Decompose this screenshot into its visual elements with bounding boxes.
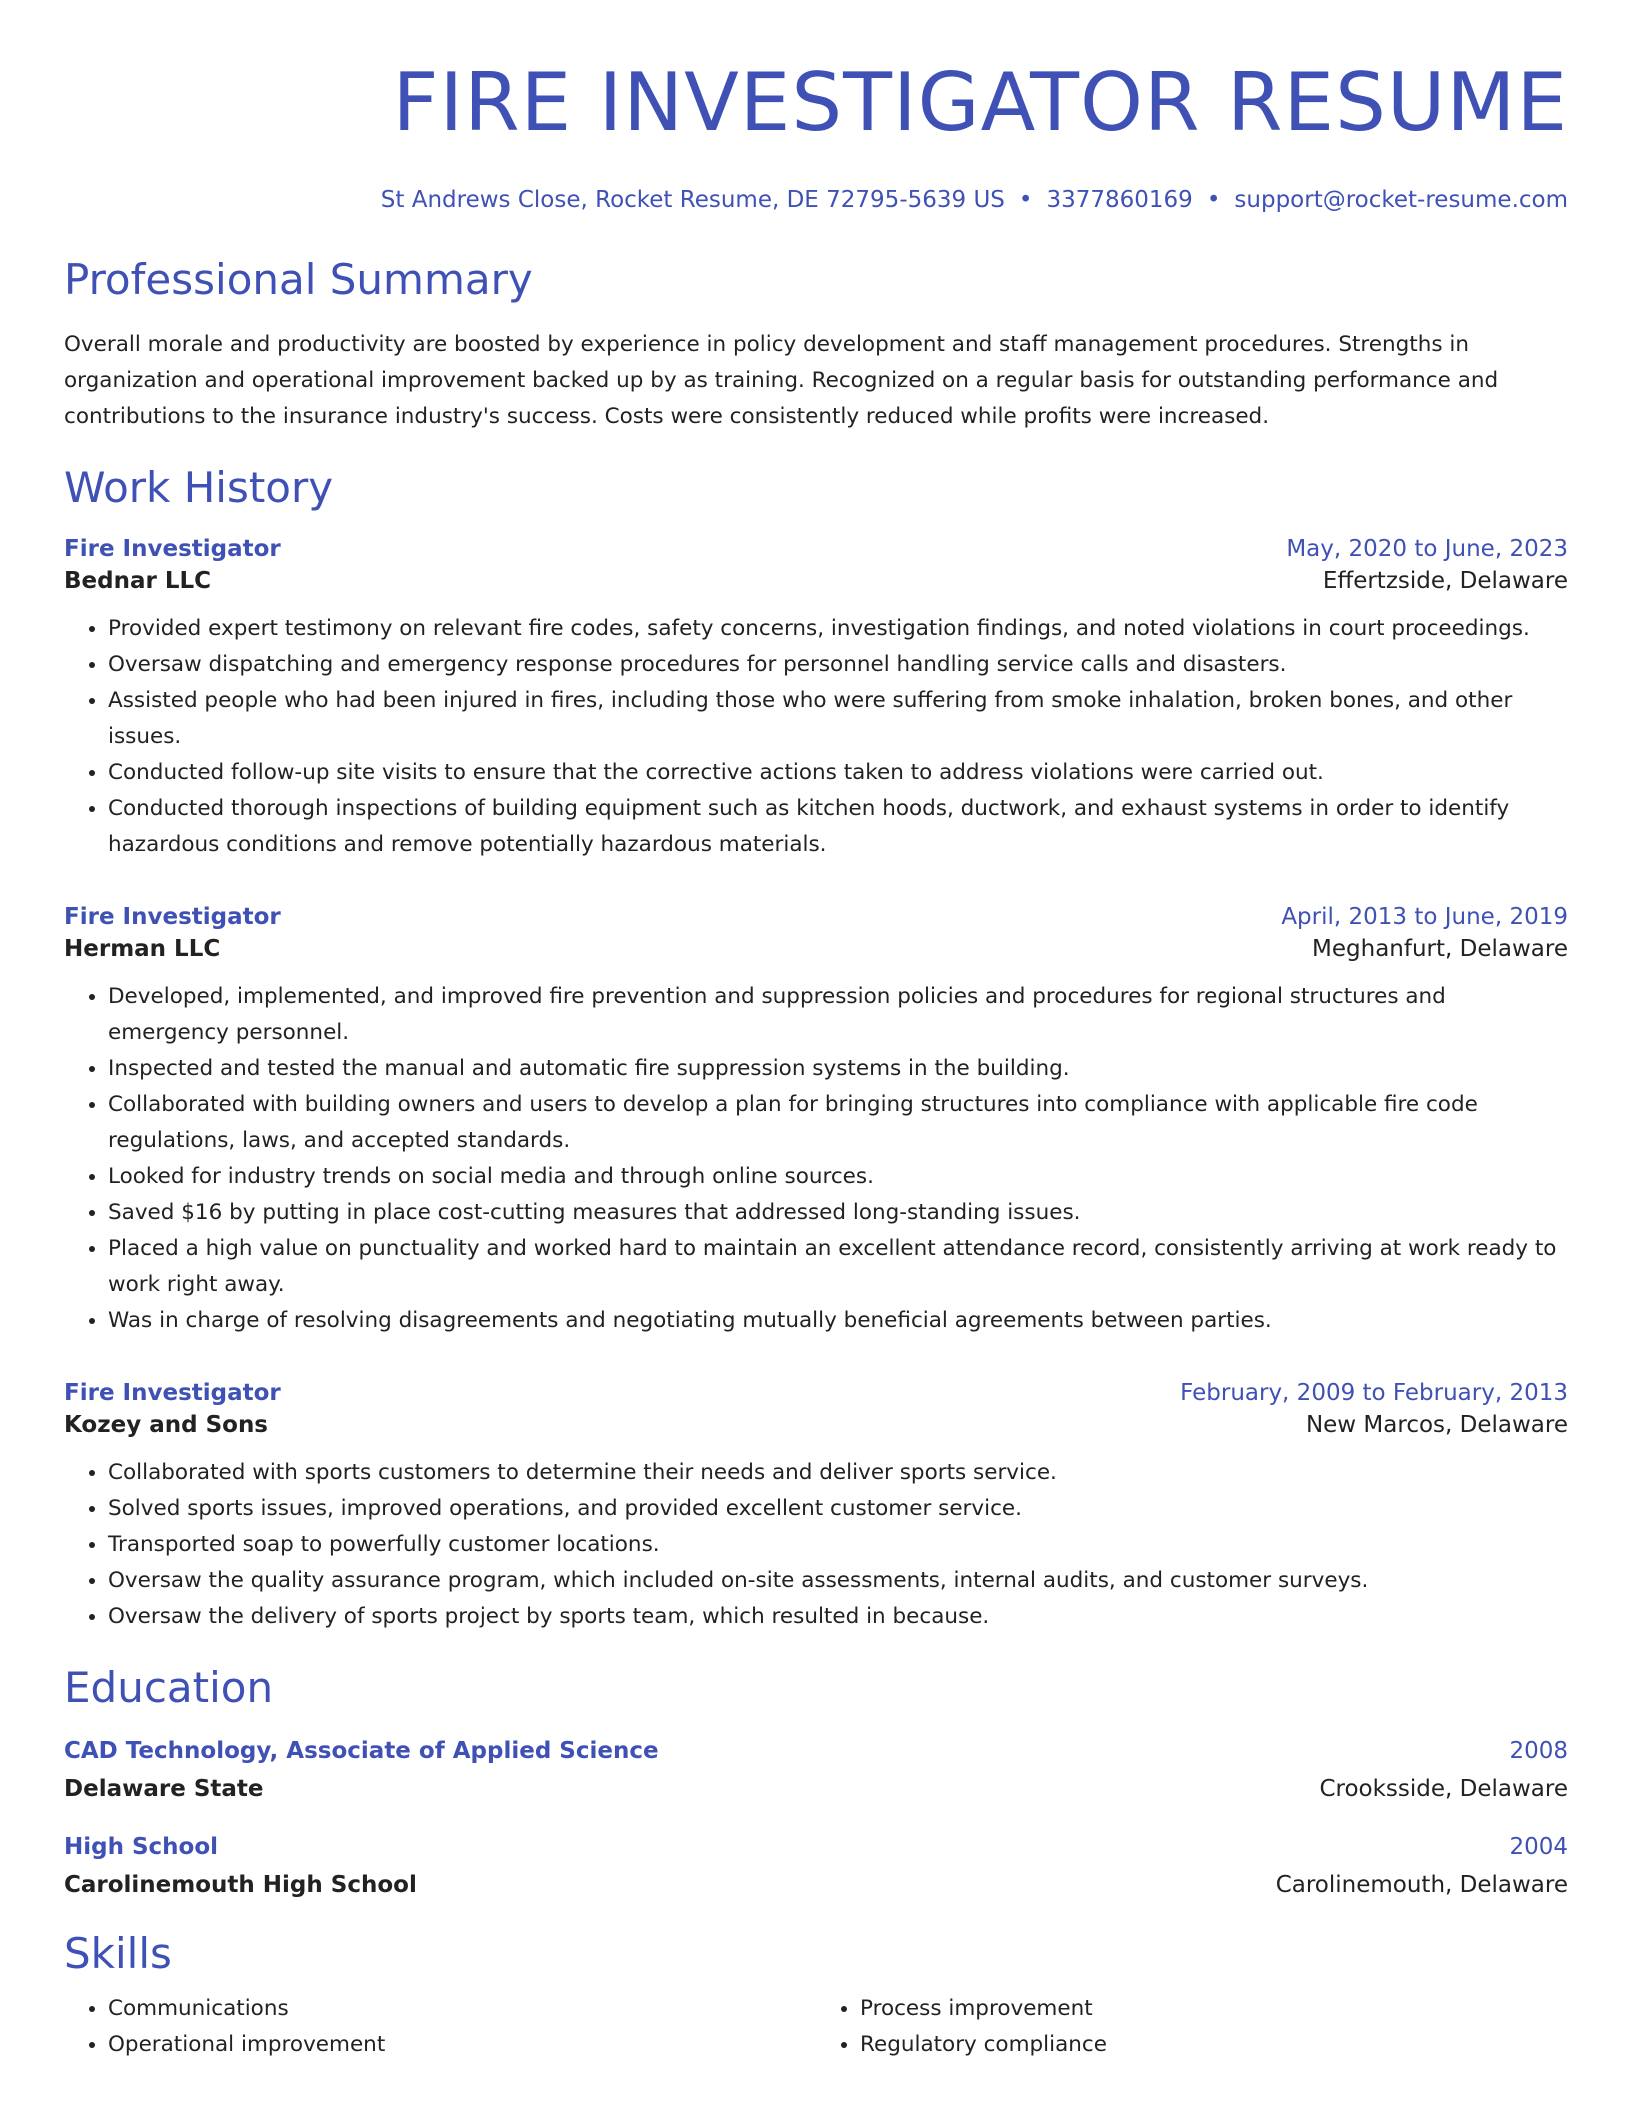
education-header [64,1831,1568,1863]
list-item: • Oversaw dispatching and emergency response procedures for personnel handling service calls and disasters. [108,647,1568,683]
job-dates: February, 2009 to February, 2013 [1180,1380,1568,1406]
education-degree: CAD Technology, Associate of Applied Science [64,1738,659,1764]
list-item: • Assisted people who had been injured in fires, including those who were suffering from smoke inhalation, broken bones, and other issues. [108,683,1568,755]
section-title-work-history: Work History [64,463,334,512]
education-subheader [64,1869,1568,1901]
list-item: • Placed a high value on punctuality and worked hard to maintain an excellent attendance record, consistently arriving at work ready to work right away. [108,1231,1568,1303]
skill-item: • Operational improvement [108,2027,816,2063]
education-header [64,1735,1568,1767]
skills-column-right [816,1991,1568,2063]
list-item: • Solved sports issues, improved operations, and provided excellent customer service. [108,1491,1568,1527]
list-item: • Saved $16 by putting in place cost-cutting measures that addressed long-standing issues. [108,1195,1568,1231]
skill-item: • Communications [108,1991,816,2027]
education-year: 2004 [1509,1834,1568,1860]
job-bullets [64,979,1568,1339]
job-header [64,533,1568,565]
education-degree: High School [64,1834,219,1860]
education-year: 2008 [1509,1738,1568,1764]
list-item: • Collaborated with building owners and users to develop a plan for bringing structures into compliance with applicable fire code regulations, laws, and accepted standards. [108,1087,1568,1159]
summary-text: Overall morale and productivity are boosted by experience in policy development and staff management procedures. Strengths in organization and operational improvement backed up by as training. Recognized on a regular basis for outstanding performance and contributions to the insurance industry's success. Costs were consistently reduced while profits were increased. [64,332,1499,429]
job-header [64,1377,1568,1409]
contact-separator: • [1018,187,1033,213]
skill-item: • Process improvement [860,1991,1568,2027]
education-location: Crooksside, Delaware [1319,1776,1568,1802]
list-item: • Conducted thorough inspections of building equipment such as kitchen hoods, ductwork, and exhaust systems in order to identify hazardous conditions and remove potentially hazardous materials. [108,791,1568,863]
education-entry [64,1735,1568,1805]
list-item: • Oversaw the delivery of sports project by sports team, which resulted in because. [108,1599,1568,1635]
contact-phone: 3377860169 [1046,187,1193,213]
job-dates: April, 2013 to June, 2019 [1281,904,1568,930]
job-entry [64,533,1568,863]
job-entry [64,901,1568,1339]
job-location: New Marcos, Delaware [1305,1412,1568,1438]
list-item: • Transported soap to powerfully customer locations. [108,1527,1568,1563]
list-item: • Collaborated with sports customers to determine their needs and deliver sports service. [108,1455,1568,1491]
education-location: Carolinemouth, Delaware [1275,1872,1568,1898]
list-item: • Conducted follow-up site visits to ensure that the corrective actions taken to address violations were carried out. [108,755,1568,791]
job-entry [64,1377,1568,1635]
section-title-education: Education [64,1663,274,1712]
skills-list [64,1991,1568,2063]
job-company: Kozey and Sons [64,1412,269,1438]
education-subheader [64,1773,1568,1805]
list-item: • Was in charge of resolving disagreements and negotiating mutually beneficial agreements between parties. [108,1303,1568,1339]
skills-column-left [64,1991,816,2063]
list-item: • Provided expert testimony on relevant fire codes, safety concerns, investigation findings, and noted violations in court proceedings. [108,611,1568,647]
contact-line [64,185,1568,215]
job-location: Effertzside, Delaware [1322,568,1568,594]
education-school: Delaware State [64,1776,264,1802]
contact-email[interactable]: support@rocket-resume.com [1234,187,1568,213]
job-role: Fire Investigator [64,904,281,930]
contact-separator: • [1206,187,1221,213]
job-role: Fire Investigator [64,536,281,562]
job-dates: May, 2020 to June, 2023 [1286,536,1568,562]
job-subheader [64,565,1568,597]
contact-address: St Andrews Close, Rocket Resume, DE 72795-5639 US [380,187,1005,213]
job-location: Meghanfurt, Delaware [1312,936,1568,962]
resume-title: FIRE INVESTIGATOR RESUME [392,56,1568,149]
section-title-summary: Professional Summary [64,255,533,304]
list-item: • Oversaw the quality assurance program, which included on-site assessments, internal audits, and customer surveys. [108,1563,1568,1599]
job-company: Herman LLC [64,936,221,962]
list-item: • Inspected and tested the manual and automatic fire suppression systems in the building. [108,1051,1568,1087]
job-role: Fire Investigator [64,1380,281,1406]
job-subheader [64,933,1568,965]
job-bullets [64,611,1568,863]
skill-item: • Regulatory compliance [860,2027,1568,2063]
list-item: • Looked for industry trends on social media and through online sources. [108,1159,1568,1195]
section-title-skills: Skills [64,1929,172,1978]
list-item: • Developed, implemented, and improved fire prevention and suppression policies and procedures for regional structures and emergency personnel. [108,979,1568,1051]
education-entry [64,1831,1568,1901]
job-subheader [64,1409,1568,1441]
education-school: Carolinemouth High School [64,1872,417,1898]
job-header [64,901,1568,933]
job-bullets [64,1455,1568,1635]
job-company: Bednar LLC [64,568,212,594]
